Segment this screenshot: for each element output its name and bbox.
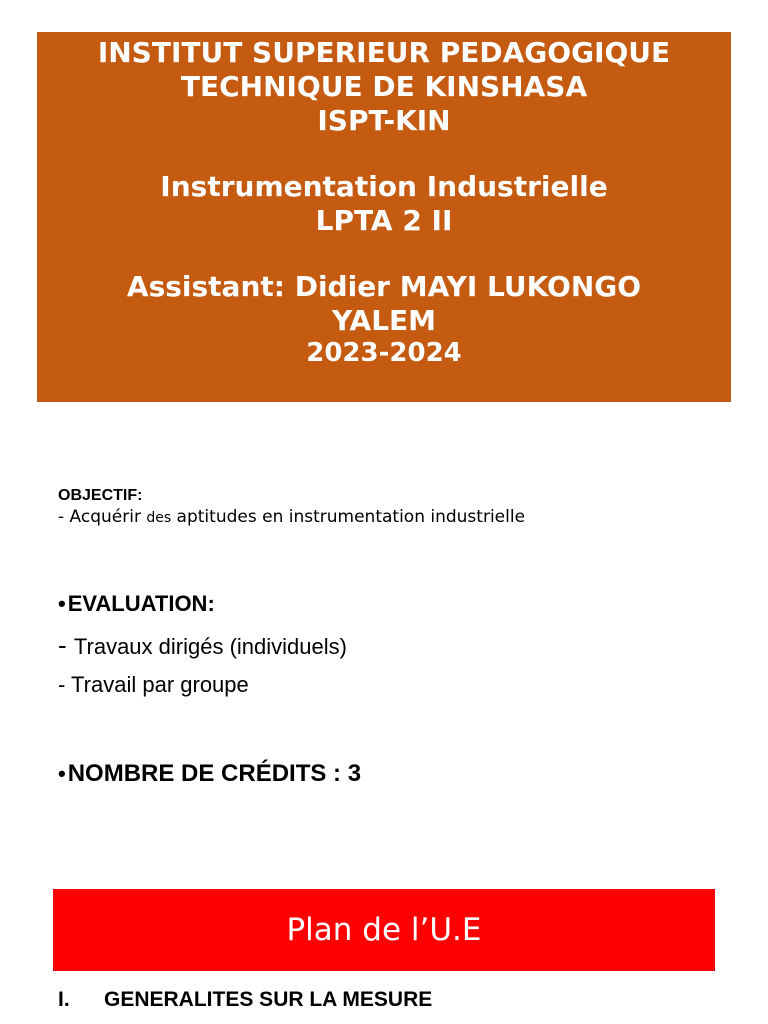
institution-acronym: ISPT-KIN xyxy=(317,104,451,137)
credits-heading-text: NOMBRE DE CRÉDITS : 3 xyxy=(67,760,362,787)
objective-text-start: - Acquérir xyxy=(58,507,147,527)
chapter-item xyxy=(58,985,432,1015)
objective-text-end: aptitudes en instrumentation industrielle xyxy=(171,507,526,527)
academic-year: 2023-2024 xyxy=(306,338,462,368)
institution-name-line-1: INSTITUT SUPERIEUR PEDAGOGIQUE xyxy=(97,36,671,69)
course-title: Instrumentation Industrielle xyxy=(160,170,608,203)
evaluation-heading-text: EVALUATION: xyxy=(67,591,215,616)
chapter-title: GENERALITES SUR LA MESURE xyxy=(104,988,433,1011)
objective-text xyxy=(58,506,525,529)
plan-title-banner xyxy=(53,889,715,971)
bullet-icon: • xyxy=(58,761,66,786)
objective-label: OBJECTIF: xyxy=(58,487,143,504)
evaluation-heading xyxy=(58,588,347,620)
institution-header xyxy=(37,32,731,402)
evaluation-item-text: Travaux dirigés (individuels) xyxy=(73,634,347,659)
header-spacer xyxy=(37,138,731,170)
dash-icon: - xyxy=(58,672,72,697)
dash-icon: - xyxy=(58,630,74,660)
evaluation-item xyxy=(58,632,347,660)
plan-title: Plan de l’U.E xyxy=(286,912,482,948)
institution-name-line-2: TECHNIQUE DE KINSHASA xyxy=(180,70,588,103)
course-level: LPTA 2 II xyxy=(315,204,453,237)
credits-section xyxy=(58,757,361,791)
evaluation-section xyxy=(58,588,347,698)
bullet-icon: • xyxy=(58,591,66,616)
objective-section xyxy=(58,486,525,529)
evaluation-item-text: Travail par groupe xyxy=(71,672,249,697)
assistant-name-continued: YALEM xyxy=(331,304,437,337)
objective-text-small: des xyxy=(146,510,172,526)
assistant-name: Assistant: Didier MAYI LUKONGO xyxy=(126,270,642,303)
header-spacer xyxy=(37,238,731,270)
evaluation-item xyxy=(58,672,347,698)
chapter-number: I. xyxy=(58,988,70,1011)
credits-heading xyxy=(58,757,361,791)
